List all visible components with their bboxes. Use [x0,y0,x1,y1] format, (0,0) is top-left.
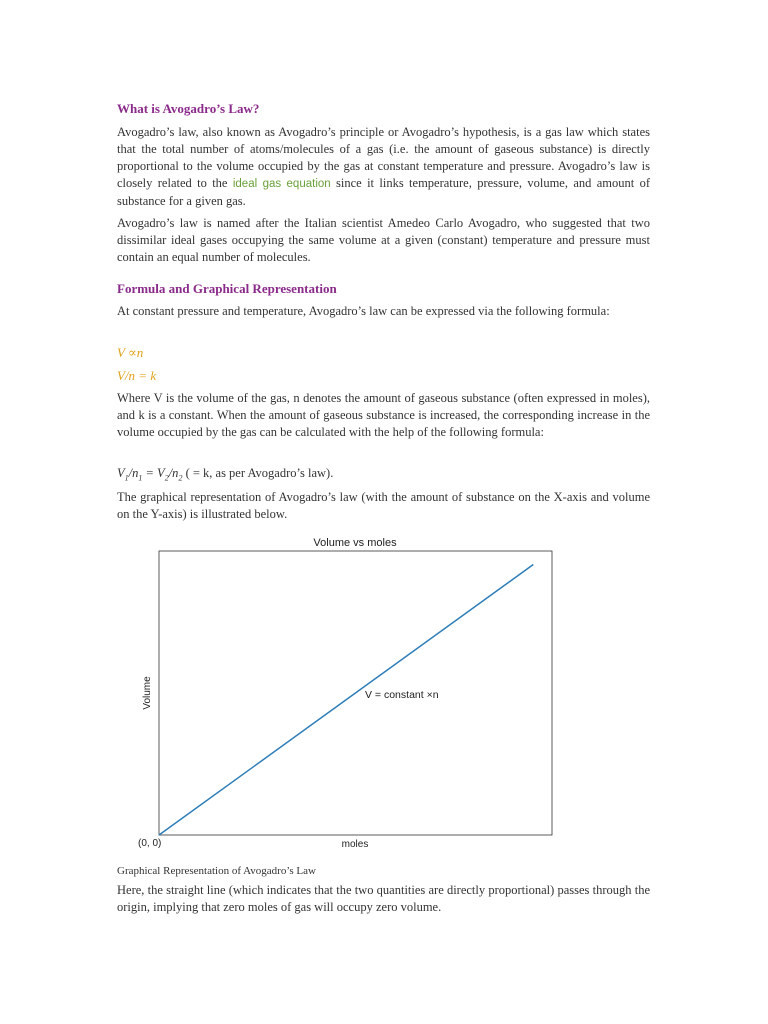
y-axis-label: Volume [142,676,153,710]
heading-what-is: What is Avogadro’s Law? [117,101,260,116]
intro-text-part2: since it links temperature, pressure, volume, and amount of substance for a given gas. [117,176,650,208]
figure-caption: Graphical Representation of Avogadro’s Law [117,865,316,877]
heading-formula-section: Formula and Graphical Representation [117,281,337,296]
paragraph-named-after: Avogadro’s law is named after the Italian scientist Amedeo Carlo Avogadro, who suggested that two dissimilar ideal gases occupying the same volume at a given (constant) temperature and pressure must contain an equal number of molecules. [117,216,650,264]
paragraph-intro [117,124,650,210]
chart-annotation: V = constant ×n [365,689,439,701]
paragraph-graphical: The graphical representation of Avogadro’s law (with the amount of substance on the X-axis and volume on the Y-axis) is illustrated below. [117,490,650,521]
formula-ratio: V/n = k [117,368,157,383]
volume-moles-chart [117,530,587,855]
chart-svg [117,530,587,855]
series-line [159,565,533,836]
intro-text-part1: Avogadro’s law, also known as Avogadro’s principle or Avogadro’s hypothesis, is a gas law which states that the total number of atoms/molecules of a gas (i.e. the amount of gaseous substance) is directly proportional to the volume occupied by the gas at constant temperature and pressure. Avogadro’s law is closely related to the [117,125,650,190]
formula-two-state-expression: $V_1/n_1 = V_2/n_2$ [117,466,183,483]
paragraph-straight-line: Here, the straight line (which indicates that the two quantities are directly proportional) passes through the origin, implying that zero moles of gas will occupy zero volume. [117,883,650,914]
origin-label: (0, 0) [138,838,162,849]
paragraph-constant-pt: At constant pressure and temperature, Avogadro’s law can be expressed via the following formula: [117,304,610,318]
chart-title: Volume vs moles [313,537,397,549]
ideal-gas-equation-link[interactable]: ideal gas equation [232,178,331,190]
paragraph-where-v: Where V is the volume of the gas, n denotes the amount of gaseous substance (often expressed in moles), and k is a constant. When the amount of gaseous substance is increased, the corresponding increase in the volume occupied by the gas can be calculated with the help of the following formula: [117,391,650,439]
formula-two-state-note: ( = k, as per Avogadro’s law). [182,466,334,480]
formula-two-state [117,465,650,487]
formula-proportional: V ∝n [117,345,144,360]
x-axis-label: moles [341,839,369,850]
